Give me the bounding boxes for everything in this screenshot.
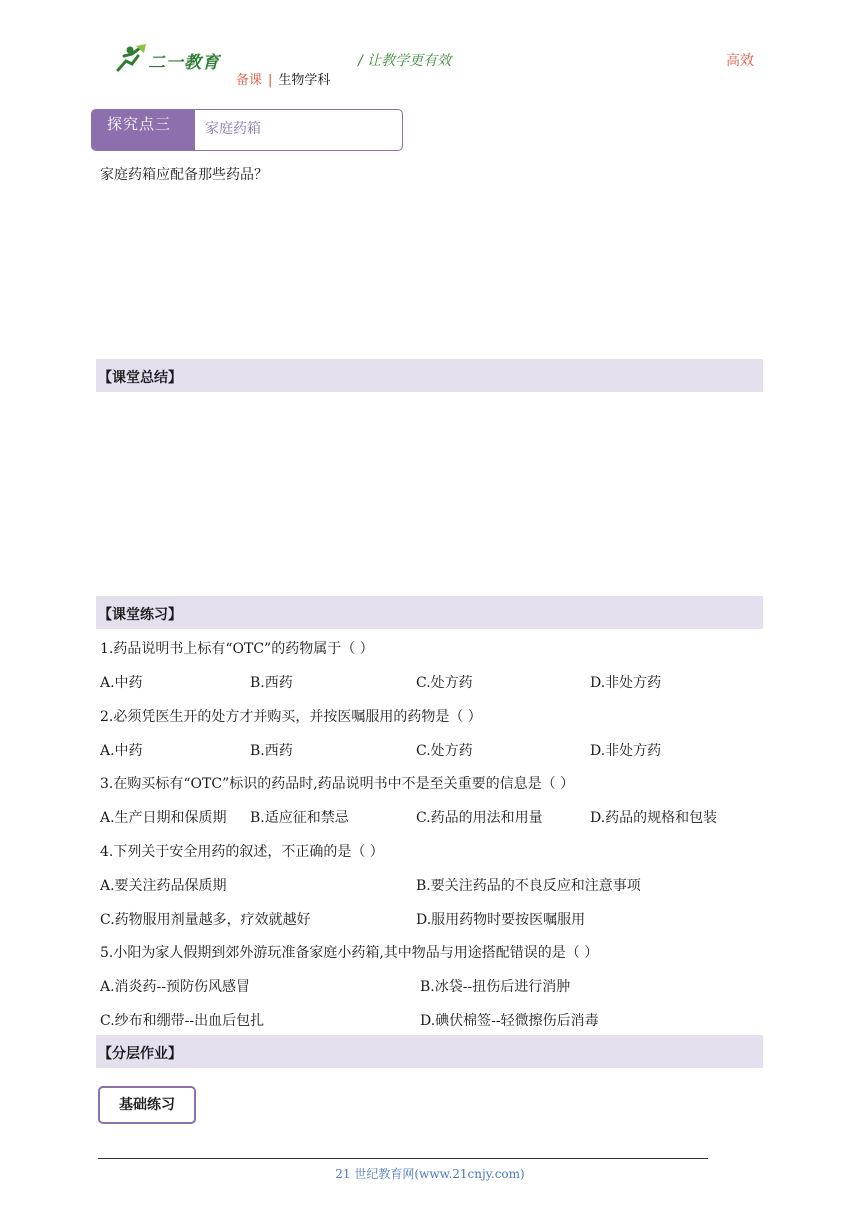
question-5-option-c: C.纱布和绷带--出血后包扎 bbox=[100, 1013, 265, 1029]
question-1-option-d: D.非处方药 bbox=[590, 675, 662, 691]
subject-label: 生物学科 bbox=[278, 73, 331, 88]
question-5-option-a: A.消炎药--预防伤风感冒 bbox=[100, 979, 251, 995]
question-2-option-b: B.西药 bbox=[250, 743, 293, 759]
question-4-option-b: B.要关注药品的不良反应和注意事项 bbox=[416, 878, 641, 894]
slogan: / 让教学更有效 bbox=[358, 53, 452, 69]
question-4-option-a: A.要关注药品保质期 bbox=[100, 878, 227, 894]
question-4-stem: 4.下列关于安全用药的叙述，不正确的是（ ） bbox=[100, 844, 384, 860]
question-5-option-d: D.碘伏棉签--轻微擦伤后消毒 bbox=[420, 1013, 599, 1029]
subject-line bbox=[236, 69, 330, 88]
question-1-option-a: A.中药 bbox=[100, 675, 143, 691]
question-1-option-c: C.处方药 bbox=[416, 675, 473, 691]
question-3-option-c: C.药品的用法和用量 bbox=[416, 810, 543, 826]
question-5-option-b: B.冰袋--扭伤后进行消肿 bbox=[420, 979, 571, 995]
question-3-option-a: A.生产日期和保质期 bbox=[100, 810, 227, 826]
question-2-stem: 2.必须凭医生开的处方才并购买，并按医嘱服用的药物是（ ） bbox=[100, 709, 482, 725]
question-1-option-b: B.西药 bbox=[250, 675, 293, 691]
question-1-stem: 1.药品说明书上标有“OTC”的药物属于（ ） bbox=[100, 641, 374, 657]
question-2-option-a: A.中药 bbox=[100, 743, 143, 759]
question-2-option-d: D.非处方药 bbox=[590, 743, 662, 759]
prep-label: 备课 bbox=[236, 73, 263, 88]
explore-tag: 探究点三 bbox=[91, 109, 195, 150]
question-3-stem: 3.在购买标有“OTC”标识的药品时,药品说明书中不是至关重要的信息是（ ） bbox=[100, 776, 575, 792]
separator: | bbox=[268, 73, 273, 88]
explore-question: 家庭药箱应配备那些药品？ bbox=[100, 167, 268, 183]
footer-divider bbox=[98, 1158, 708, 1159]
question-2-option-c: C.处方药 bbox=[416, 743, 473, 759]
explore-title: 家庭药箱 bbox=[205, 121, 261, 137]
basic-practice-button[interactable]: 基础练习 bbox=[98, 1086, 196, 1124]
question-4-option-c: C.药物服用剂量越多，疗效就越好 bbox=[100, 912, 311, 928]
efficient-label: 高效 bbox=[726, 53, 754, 69]
question-4-option-d: D.服用药物时要按医嘱服用 bbox=[416, 912, 586, 928]
question-3-option-b: B.适应征和禁忌 bbox=[250, 810, 349, 826]
section-practice: 【课堂练习】 bbox=[96, 596, 763, 629]
question-3-option-d: D.药品的规格和包装 bbox=[590, 810, 718, 826]
question-5-stem: 5.小阳为家人假期到郊外游玩准备家庭小药箱,其中物品与用途搭配错误的是（ ） bbox=[100, 945, 599, 961]
footer-text: 21 世纪教育网(www.21cnjy.com) bbox=[335, 1167, 525, 1181]
logo-text: 二一教育 bbox=[148, 53, 220, 73]
section-homework: 【分层作业】 bbox=[96, 1035, 763, 1068]
section-summary: 【课堂总结】 bbox=[96, 359, 763, 392]
